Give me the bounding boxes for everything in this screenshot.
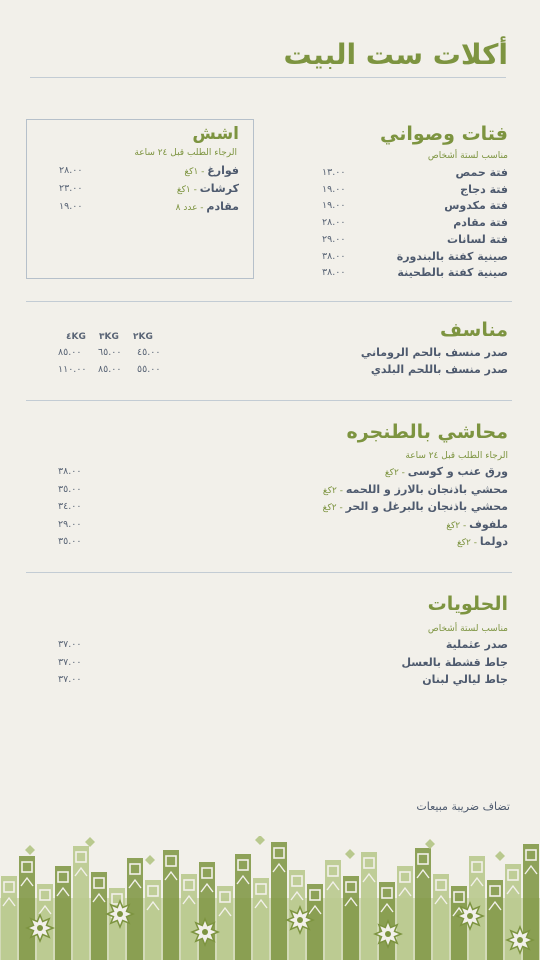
menu-item-price: ٥٥.٠٠ [137, 364, 161, 375]
menu-item-price: ٤٥.٠٠ [137, 347, 161, 358]
menu-item-name [177, 182, 239, 195]
menu-item-name: فتة مقادم [453, 216, 508, 230]
item-quantity: - ٢كغ [322, 503, 346, 514]
menu-item-price: ٢٨.٠٠ [322, 217, 346, 229]
section-title: مناسف [440, 319, 508, 341]
item-name-text: ملفوف [469, 517, 508, 531]
menu-item-name [457, 535, 508, 548]
item-quantity: - ٢كغ [456, 538, 480, 549]
item-name-text: محشي باذنجان بالبرغل و الحر [345, 500, 508, 514]
menu-item-price: ٣٨.٠٠ [322, 250, 346, 262]
menu-item-price: ٣٥.٠٠ [58, 483, 82, 495]
menu-item-price: ٣٧.٠٠ [58, 639, 82, 650]
menu-item-price: ٣٥.٠٠ [58, 536, 82, 548]
menu-item-name [184, 164, 239, 177]
menu-item-price: ١٩.٠٠ [59, 201, 83, 212]
menu-item-name: فتة مكدوس [444, 199, 508, 213]
menu-item-name: فتة لسانات [447, 232, 508, 246]
menu-item-price: ١٩.٠٠ [322, 200, 346, 212]
section-divider [26, 400, 512, 401]
menu-item-name: فتة دجاج [460, 182, 508, 196]
section-title: فتات وصواني [380, 123, 508, 145]
item-name-text: ورق عنب و كوسى [407, 465, 508, 478]
menu-item-name: صينية كفتة بالطحينة [397, 266, 508, 280]
section-title: الحلويات [427, 593, 508, 615]
menu-item-name: صدر عثملية [445, 638, 508, 651]
menu-item-name [446, 518, 508, 531]
section-title: محاشي بالطنجره [346, 421, 508, 443]
menu-item-price: ١٩.٠٠ [322, 183, 346, 195]
menu-item-price: ٨٥.٠٠ [98, 364, 122, 375]
menu-item-price: ٦٥.٠٠ [98, 347, 122, 358]
item-name-text: فوارغ [207, 164, 239, 177]
item-quantity: - ١كغ [176, 185, 200, 195]
menu-item-price: ٣٧.٠٠ [58, 674, 82, 685]
menu-item-name: صدر منسف بالحم الروماني [360, 346, 508, 359]
item-name-text: مقادم [206, 200, 239, 213]
menu-item-price: ٣٤.٠٠ [58, 501, 82, 513]
title-divider [30, 77, 506, 78]
col-header-3kg: ٣KG [99, 332, 119, 342]
menu-item-price: ١١٠.٠٠ [58, 364, 87, 375]
menu-item-price: ١٣.٠٠ [322, 167, 346, 178]
section-note: الرجاء الطلب قبل ٢٤ ساعة [134, 148, 237, 158]
menu-item-name: صدر منسف باللحم البلدي [370, 363, 508, 376]
item-quantity: - عدد ٨ [175, 203, 207, 213]
menu-item-name: جاط قشطة بالعسل [401, 655, 508, 669]
menu-item-price: ٢٨.٠٠ [59, 165, 83, 176]
menu-item-name [385, 465, 508, 478]
item-quantity: - ٢كغ [446, 520, 470, 531]
item-name-text: دولما [479, 535, 508, 549]
menu-item-price: ٨٥.٠٠ [58, 347, 82, 358]
section-note: الرجاء الطلب قبل ٢٤ ساعة [405, 451, 508, 461]
item-name-text: كرشات [199, 182, 239, 195]
menu-item-name [323, 500, 508, 513]
item-name-text: محشي باذنجان بالارز و اللحمه [345, 482, 508, 496]
menu-item-name [323, 483, 508, 496]
section-note: مناسب لستة أشخاص [427, 151, 508, 161]
menu-item-price: ٢٩.٠٠ [322, 233, 346, 245]
item-quantity: - ٢كغ [384, 468, 408, 478]
menu-item-price: ٢٣.٠٠ [59, 183, 83, 194]
section-title: اشش [192, 124, 239, 144]
section-divider [26, 301, 512, 302]
menu-item-price: ٢٩.٠٠ [58, 518, 82, 530]
item-quantity: - ١كغ [184, 167, 208, 177]
section-note: مناسب لستة أشخاص [427, 624, 508, 634]
col-header-2kg: ٢KG [133, 332, 153, 342]
col-header-4kg: ٤KG [66, 332, 86, 342]
section-divider [26, 572, 512, 573]
menu-item-price: ٣٨.٠٠ [322, 267, 346, 279]
menu-item-price: ٣٨.٠٠ [58, 466, 82, 477]
menu-item-name: فتة حمص [455, 166, 508, 179]
menu-title: أكلات ست البيت [283, 38, 508, 71]
decorative-pattern-border [0, 836, 540, 960]
item-quantity: - ٢كغ [322, 485, 346, 496]
ishsh-box [26, 119, 254, 279]
tax-note: تضاف ضريبة مبيعات [416, 800, 510, 813]
menu-item-name: جاط ليالي لبنان [422, 673, 508, 686]
menu-item-name [176, 200, 239, 213]
menu-item-name: صينية كفتة بالبندورة [396, 249, 508, 263]
menu-item-price: ٣٧.٠٠ [58, 656, 82, 668]
